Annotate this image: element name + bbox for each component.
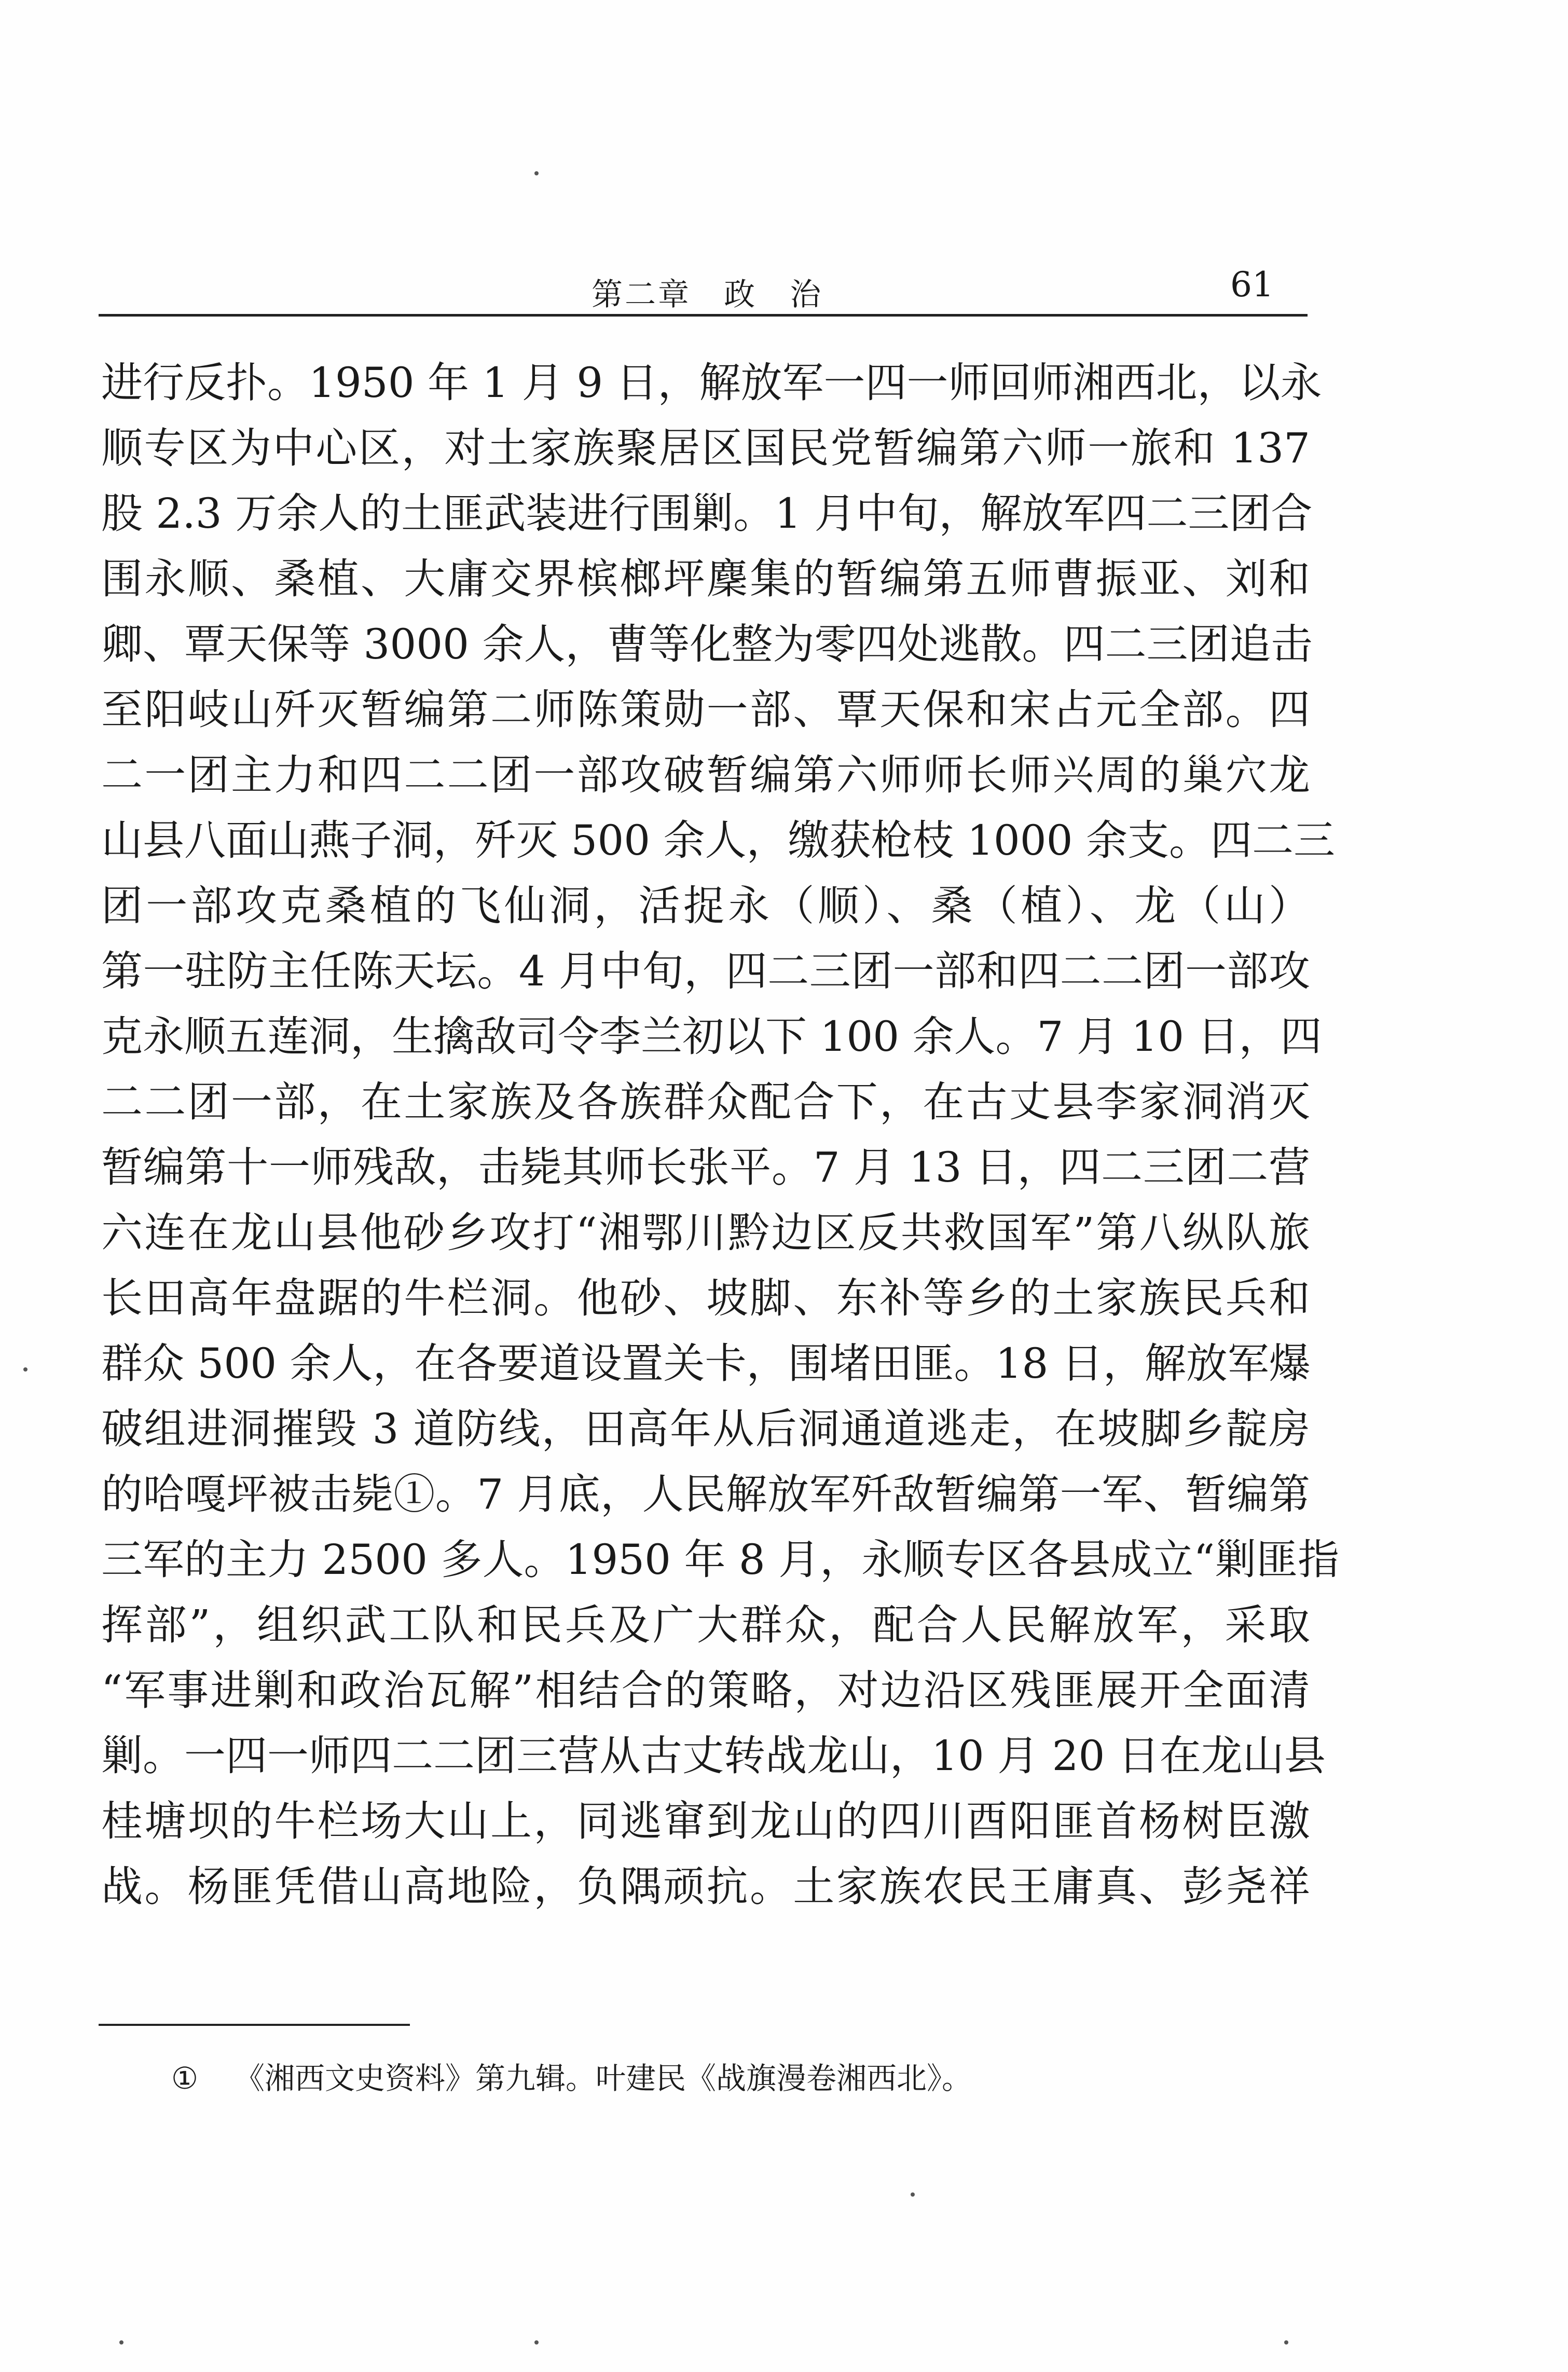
scan-speck	[1284, 2340, 1288, 2344]
body-line: 长田高年盘踞的牛栏洞。他砂、坡脚、东补等乡的土家族民兵和	[101, 1274, 1310, 1322]
scan-speck	[534, 2340, 539, 2344]
footnote-marker: ①	[171, 2061, 198, 2096]
scan-speck	[119, 2340, 123, 2344]
footnote	[171, 2058, 972, 2099]
body-line: 山县八面山燕子洞，歼灭 500 余人，缴获枪枝 1000 余支。四二三	[101, 816, 1336, 865]
chapter-title: 第二章 政 治	[592, 277, 823, 313]
footnote-rule	[99, 2024, 410, 2026]
body-line: 进行反扑。1950 年 1 月 9 日，解放军一四一师回师湘西北，以永	[101, 359, 1322, 407]
scan-speck	[911, 2192, 915, 2197]
body-line: 三军的主力 2500 多人。1950 年 8 月，永顺专区各县成立“剿匪指	[101, 1535, 1340, 1584]
scan-speck	[23, 1367, 27, 1372]
body-line: 顺专区为中心区，对土家族聚居区国民党暂编第六师一旅和 137	[101, 424, 1310, 472]
body-line: 克永顺五莲洞，生擒敌司令李兰初以下 100 余人。7 月 10 日，四	[101, 1012, 1322, 1061]
body-text	[101, 350, 1340, 1919]
body-line: 团一部攻克桑植的飞仙洞，活捉永（顺）、桑（植）、龙（山）	[101, 882, 1310, 930]
body-line: 二一团主力和四二二团一部攻破暂编第六师师长师兴周的巢穴龙	[101, 751, 1310, 799]
body-line: “军事进剿和政治瓦解”相结合的策略，对边沿区残匪展开全面清	[101, 1666, 1310, 1715]
page-number: 61	[1230, 265, 1274, 305]
body-line: 二二团一部，在土家族及各族群众配合下，在古丈县李家洞消灭	[101, 1078, 1310, 1126]
body-line: 股 2.3 万余人的土匪武装进行围剿。1 月中旬，解放军四二三团合	[101, 489, 1313, 538]
body-line: 的哈嘎坪被击毙①。7 月底，人民解放军歼敌暂编第一军、暂编第	[101, 1470, 1310, 1518]
footnote-text: 《湘西文史资料》第九辑。叶建民《战旗漫卷湘西北》。	[235, 2061, 972, 2096]
scan-speck	[534, 171, 539, 175]
body-line: 剿。一四一师四二二团三营从古丈转战龙山，10 月 20 日在龙山县	[101, 1732, 1326, 1780]
body-line: 至阳岐山歼灭暂编第二师陈策勋一部、覃天保和宋占元全部。四	[101, 685, 1310, 734]
body-line: 群众 500 余人，在各要道设置关卡，围堵田匪。18 日，解放军爆	[101, 1339, 1311, 1388]
header-rule	[99, 314, 1308, 317]
body-line: 战。杨匪凭借山高地险，负隅顽抗。土家族农民王庸真、彭尧祥	[101, 1862, 1310, 1911]
body-line: 暂编第十一师残敌，击毙其师长张平。7 月 13 日，四二三团二营	[101, 1143, 1310, 1191]
body-line: 卿、覃天保等 3000 余人，曹等化整为零四处逃散。四二三团追击	[101, 620, 1313, 668]
body-line: 第一驻防主任陈天坛。4 月中旬，四二三团一部和四二二团一部攻	[101, 947, 1310, 995]
body-line: 破组进洞摧毁 3 道防线，田高年从后洞通道逃走，在坡脚乡靛房	[101, 1405, 1310, 1453]
body-line: 围永顺、桑植、大庸交界槟榔坪麇集的暂编第五师曹振亚、刘和	[101, 555, 1310, 603]
body-line: 挥部”，组织武工队和民兵及广大群众，配合人民解放军，采取	[101, 1601, 1310, 1649]
running-head	[99, 259, 1308, 317]
body-line: 六连在龙山县他砂乡攻打“湘鄂川黔边区反共救国军”第八纵队旅	[101, 1209, 1310, 1257]
body-line: 桂塘坝的牛栏场大山上，同逃窜到龙山的四川酉阳匪首杨树臣激	[101, 1797, 1310, 1845]
